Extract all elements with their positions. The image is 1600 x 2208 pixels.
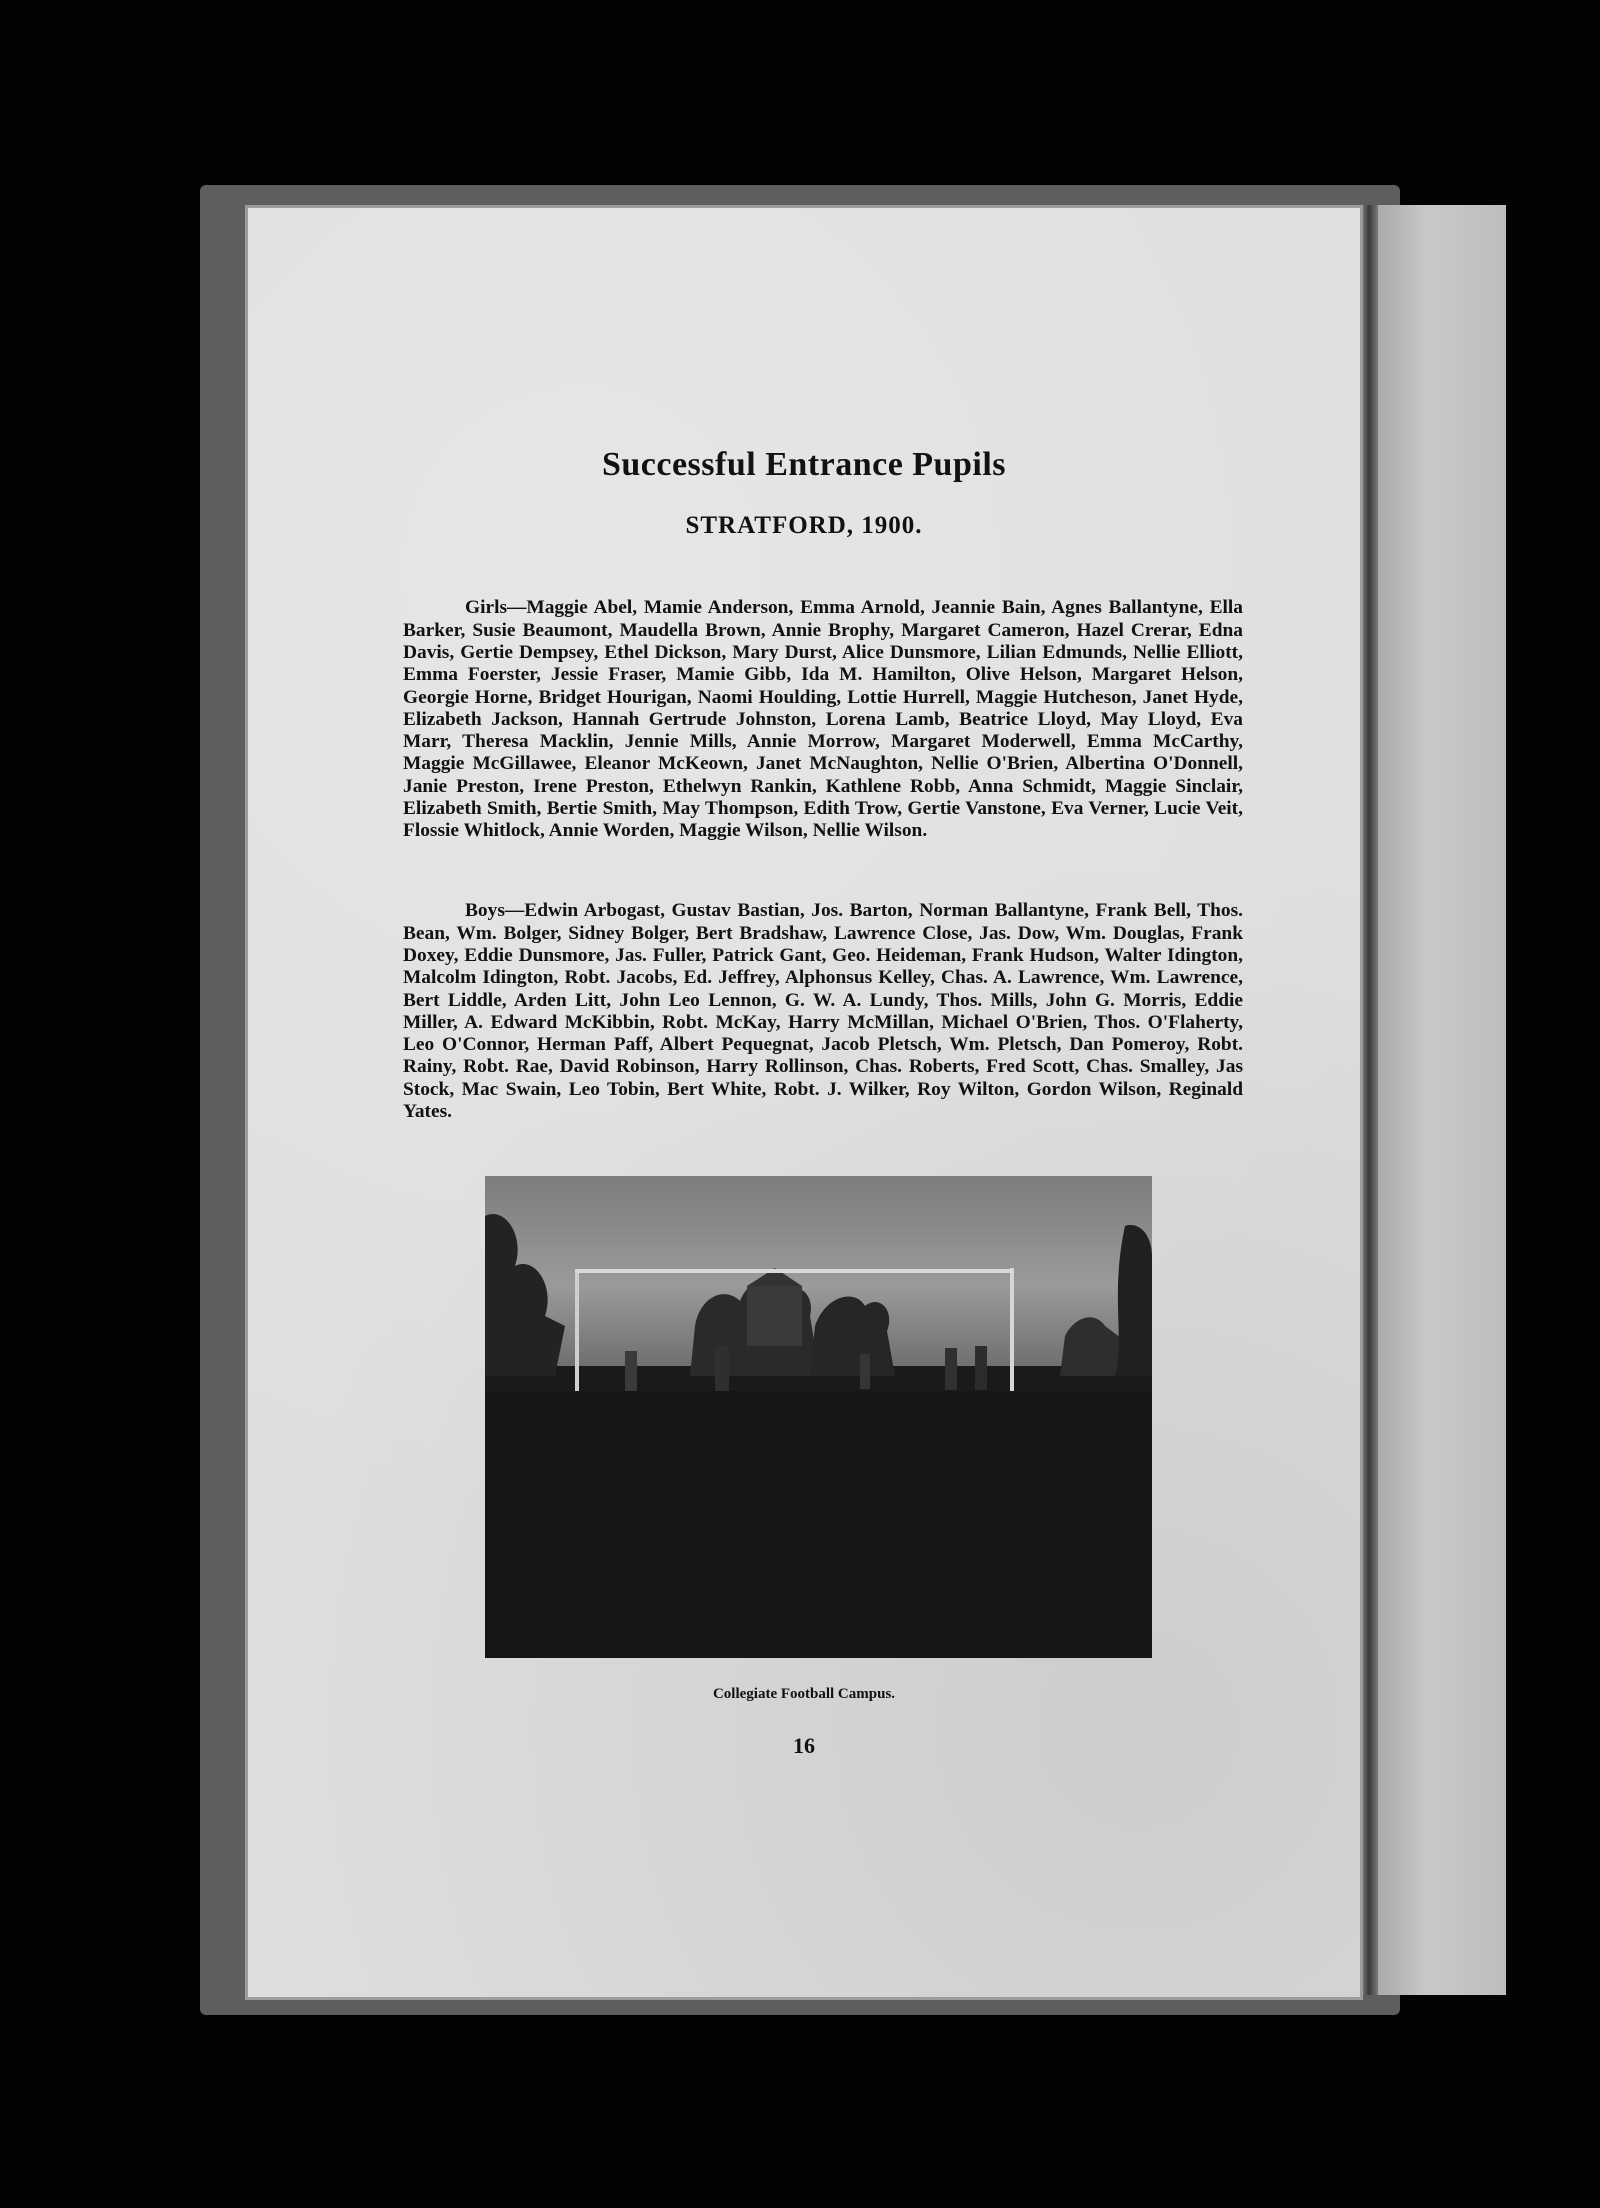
page-number: 16: [793, 1733, 815, 1758]
page-title: Successful Entrance Pupils: [601, 446, 1007, 483]
document-page: [245, 205, 1363, 2000]
football-campus-photo: [485, 1176, 1152, 1658]
page-subtitle: STRATFORD, 1900.: [685, 512, 923, 539]
boys-list-paragraph: Boys—Edwin Arbogast, Gustav Bastian, Jos. Barton, Norman Ballantyne, Frank Bell, Thos. Bean, Wm. Bolger, Sidney Bolger, Bert Bradshaw, Lawrence Close, Jas. Dow, Wm. Douglas, Frank Doxey, Eddie Dunsmore, Jas. Fuller, Patrick Gant, Geo. Heideman, Frank Hudson, Walter Idington, Malcolm Idington, Robt. Jacobs, Ed. Jeffrey, Alphonsus Kelley, Chas. A. Lawrence, Wm. Lawrence, Bert Liddle, Arden Litt, John Leo Lennon, G. W. A. Lundy, Thos. Mills, John G. Morris, Eddie Miller, A. Edward McKibbin, Robt. McKay, Harry McMillan, Michael O'Brien, Thos. O'Flaherty, Leo O'Connor, Herman Paff, Albert Pequegnat, Jacob Pletsch, Wm. Pletsch, Dan Pomeroy, Robt. Rainy, Robt. Rae, David Robinson, Harry Rollinson, Chas. Roberts, Fred Scott, Chas. Smalley, Jas Stock, Mac Swain, Leo Tobin, Bert White, Robt. J. Wilker, Roy Wilton, Gordon Wilson, Reginald Yates.: [403, 900, 1243, 1123]
photo-caption: Collegiate Football Campus.: [712, 1686, 896, 1702]
facing-page-edge: [1376, 205, 1506, 1995]
girls-list-paragraph: Girls—Maggie Abel, Mamie Anderson, Emma Arnold, Jeannie Bain, Agnes Ballantyne, Ella Barker, Susie Beaumont, Maudella Brown, Annie Brophy, Margaret Cameron, Hazel Crerar, Edna Davis, Gertie Dempsey, Ethel Dickson, Mary Durst, Alice Dunsmore, Lilian Edmunds, Nellie Elliott, Emma Foerster, Jessie Fraser, Mamie Gibb, Ida M. Hamilton, Olive Helson, Margaret Helson, Georgie Horne, Bridget Hourigan, Naomi Houlding, Lottie Hurrell, Maggie Hutcheson, Janet Hyde, Elizabeth Jackson, Hannah Gertrude Johnston, Lorena Lamb, Beatrice Lloyd, May Lloyd, Eva Marr, Theresa Macklin, Jennie Mills, Annie Morrow, Margaret Moderwell, Emma McCarthy, Maggie McGillawee, Eleanor McKeown, Janet McNaughton, Nellie O'Brien, Albertina O'Donnell, Janie Preston, Irene Preston, Ethelwyn Rankin, Kathlene Robb, Anna Schmidt, Maggie Sinclair, Elizabeth Smith, Bertie Smith, May Thompson, Edith Trow, Gertie Vanstone, Eva Verner, Lucie Veit, Flossie Whitlock, Annie Worden, Maggie Wilson, Nellie Wilson.: [403, 597, 1243, 842]
